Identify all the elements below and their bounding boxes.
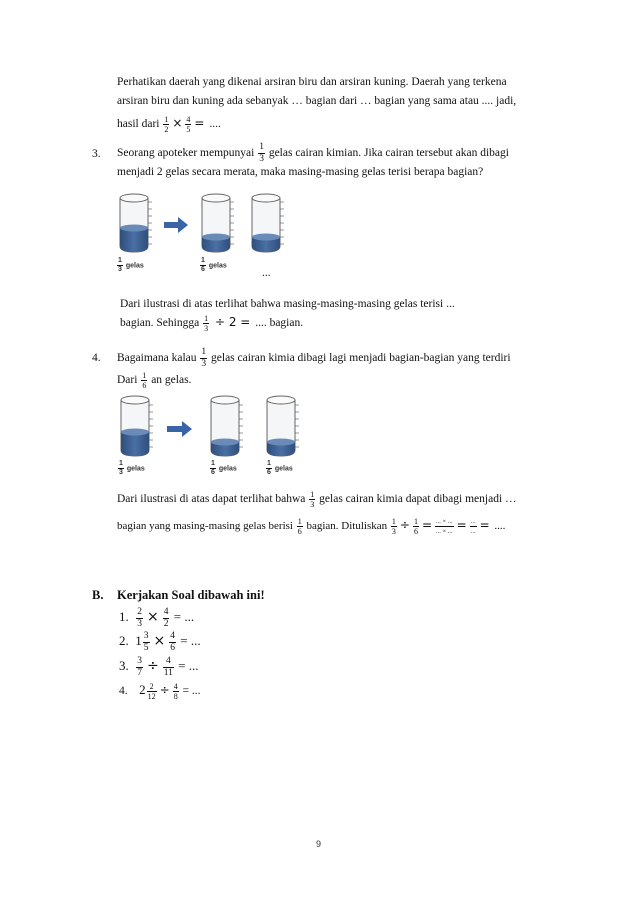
whole-number: 2 bbox=[139, 682, 146, 697]
fraction: $\frac{4}{8}$ bbox=[173, 681, 178, 701]
q3-text-pre: Seorang apoteker mempunyai bbox=[117, 147, 255, 160]
equals-sign: = bbox=[456, 518, 467, 533]
exercise-number: 1. bbox=[119, 609, 129, 624]
division-sign: ÷ bbox=[399, 518, 410, 533]
fraction: $\frac{4}{5}$ bbox=[186, 115, 191, 134]
fraction: $\frac{... \times ...}{... \times ...}$ bbox=[436, 518, 453, 535]
equals-sign: = bbox=[421, 518, 432, 533]
fraction: $\frac{1}{3}$ bbox=[201, 347, 207, 369]
exercise-number: 4. bbox=[119, 685, 128, 697]
q4-illus-line-2 bbox=[117, 517, 505, 536]
fraction: $\frac{1}{3}$ bbox=[259, 142, 264, 164]
q4-text-post: gelas cairan kimia dibagi lagi menjadi bagian-bagian yang terdiri bbox=[211, 352, 511, 365]
page-number: 9 bbox=[316, 839, 322, 849]
equals-sign: = bbox=[479, 518, 490, 533]
exercise-number: 3. bbox=[119, 658, 129, 673]
q3-illus-line-1: Dari ilustrasi di atas terlihat bahwa masing-masing-masing gelas terisi ... bbox=[120, 298, 455, 310]
beaker-icon bbox=[120, 194, 152, 252]
equals-sign: = bbox=[194, 116, 205, 131]
intro-line-1: Perhatikan daerah yang dikenai arsiran biru dan arsiran kuning. Daerah yang terkena bbox=[117, 76, 507, 88]
q3-illus-line-2 bbox=[120, 314, 303, 333]
intro-line-3-prefix: hasil dari bbox=[117, 118, 160, 131]
exercise-tail: = ... bbox=[178, 658, 199, 673]
q4-beaker-illustration bbox=[115, 390, 315, 462]
intro-line-3-suffix: .... bbox=[209, 118, 221, 131]
section-b-label: B. bbox=[92, 588, 104, 602]
operator-sign: ÷ bbox=[159, 683, 170, 697]
fraction: $\frac{3}{7}$ bbox=[137, 655, 142, 678]
exercise-tail: = ... bbox=[173, 609, 195, 624]
arrow-right-icon bbox=[167, 421, 192, 437]
fraction: $\frac{1}{3}$ bbox=[391, 517, 396, 536]
q4-illus-line-1 bbox=[117, 490, 517, 509]
q4-illus-line-2-pre: bagian yang masing-masing gelas berisi bbox=[117, 520, 293, 533]
section-b-title: Kerjakan Soal dibawah ini! bbox=[117, 588, 265, 602]
q3-caption-right: $\frac{1}{6}$ gelas bbox=[201, 257, 227, 273]
intro-line-2: arsiran biru dan kuning ada sebanyak … bagian dari … bagian yang sama atau .... jadi, bbox=[117, 95, 517, 107]
fraction: $\frac{1}{2}$ bbox=[164, 115, 169, 134]
q4-line-1 bbox=[117, 347, 511, 370]
exercise-tail: = ... bbox=[182, 685, 201, 697]
exercise-tail: = ... bbox=[180, 633, 201, 648]
exercise-item-4 bbox=[119, 678, 201, 703]
q4-number: 4. bbox=[92, 352, 101, 364]
fraction: $\frac{4}{2}$ bbox=[163, 606, 169, 629]
q4-illus-line-1-post: gelas cairan kimia dapat dibagi menjadi … bbox=[319, 493, 517, 506]
q3-dots: ... bbox=[262, 267, 271, 279]
operator-sign: × bbox=[147, 609, 159, 625]
operator-sign: ÷ bbox=[147, 658, 159, 674]
beaker-icon bbox=[202, 194, 234, 252]
q3-illus-line-2-pre: bagian. Sehingga bbox=[120, 317, 200, 330]
fraction: $\frac{1}{3}$ bbox=[204, 314, 209, 333]
fraction: $\frac{4}{11}$ bbox=[163, 655, 173, 678]
fraction: $\frac{1}{6}$ bbox=[413, 517, 418, 536]
q3-beaker-illustration bbox=[112, 188, 302, 260]
exercise-number: 2. bbox=[119, 633, 129, 648]
q4-line-2 bbox=[117, 371, 191, 390]
q4-illus-line-1-pre: Dari ilustrasi di atas dapat terlihat bahwa bbox=[117, 493, 306, 506]
fraction: $\frac{1}{3}$ bbox=[310, 490, 315, 509]
fraction: $\frac{4}{6}$ bbox=[170, 630, 175, 653]
whole-number: 1 bbox=[135, 633, 142, 648]
q3-line-1 bbox=[117, 142, 509, 165]
q4-line-2-pre: Dari bbox=[117, 374, 138, 387]
q3-number: 3. bbox=[92, 148, 101, 160]
operator-sign: × bbox=[153, 633, 166, 649]
intro-line-3 bbox=[117, 115, 221, 134]
fraction: $\frac{1}{6}$ bbox=[297, 517, 302, 536]
fraction: $\frac{1}{6}$ bbox=[142, 371, 147, 390]
exercise-item-2 bbox=[119, 628, 201, 654]
q3-caption-left: $\frac{1}{3}$ gelas bbox=[118, 257, 144, 273]
q4-caption-mid: $\frac{1}{6}$ gelas bbox=[211, 460, 237, 476]
q4-text-pre: Bagaimana kalau bbox=[117, 352, 197, 365]
q3-illus-line-2-post: .... bagian. bbox=[255, 317, 304, 330]
fraction: $\frac{3}{5}$ bbox=[143, 630, 149, 653]
q4-caption-right: $\frac{1}{6}$ gelas bbox=[267, 460, 293, 476]
fraction: $\frac{2}{12}$ bbox=[147, 681, 156, 701]
q4-eq-end: .... bbox=[494, 520, 506, 533]
q4-line-2-post: an gelas. bbox=[151, 374, 192, 387]
q4-caption-left: $\frac{1}{3}$ gelas bbox=[119, 460, 145, 476]
beaker-icon bbox=[211, 396, 243, 456]
times-sign: × bbox=[172, 116, 183, 131]
exercise-item-3 bbox=[119, 653, 198, 679]
fraction: $\frac{2}{3}$ bbox=[137, 606, 142, 629]
q3-text-post: gelas cairan kimian. Jika cairan tersebut akan dibagi bbox=[268, 147, 509, 160]
fraction: $\frac{...}{...}$ bbox=[470, 518, 476, 535]
beaker-icon bbox=[267, 396, 299, 456]
exercise-item-1 bbox=[119, 604, 194, 630]
arrow-right-icon bbox=[164, 217, 188, 233]
beaker-icon bbox=[252, 194, 284, 252]
beaker-icon bbox=[121, 396, 153, 456]
division-expression: ÷ 2 = bbox=[214, 315, 251, 330]
q3-line-2: menjadi 2 gelas secara merata, maka masing-masing gelas terisi berapa bagian? bbox=[117, 166, 484, 178]
q4-illus-line-2-mid: bagian. Dituliskan bbox=[306, 520, 388, 533]
